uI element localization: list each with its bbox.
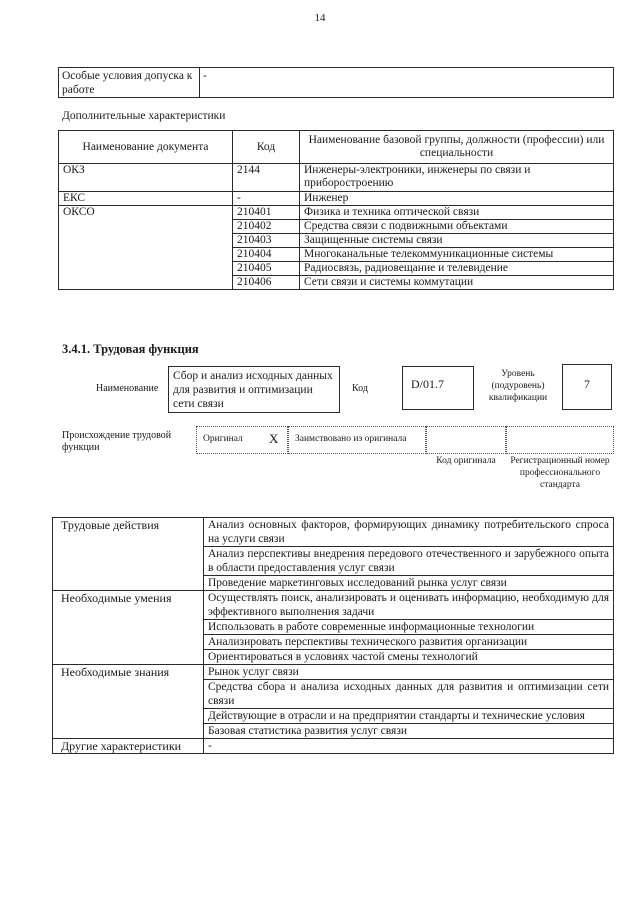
cell-group: Физика и техника оптической связи xyxy=(300,206,614,220)
list-item: - xyxy=(204,739,614,754)
cell-code: - xyxy=(233,192,300,206)
page-number: 14 xyxy=(314,12,326,24)
cell-code: 210406 xyxy=(233,276,300,290)
classification-header-row xyxy=(59,131,614,164)
list-item: Проведение маркетинговых исследований рынка услуг связи xyxy=(204,576,614,591)
code-label: Код xyxy=(352,383,368,394)
cell-code: 210405 xyxy=(233,262,300,276)
registration-number-caption: Регистрационный номер профессионального стандарта xyxy=(510,456,610,490)
function-details-table xyxy=(52,517,614,754)
special-conditions-label: Особые условия допуска к работе xyxy=(59,68,200,98)
table-row xyxy=(53,591,614,620)
function-name-box xyxy=(168,366,340,413)
level-value: 7 xyxy=(584,377,590,391)
cell-code: 210402 xyxy=(233,220,300,234)
code-value: D/01.7 xyxy=(411,377,444,391)
table-row xyxy=(53,518,614,547)
column-header-code: Код xyxy=(233,131,300,164)
cell-code: 2144 xyxy=(233,164,300,192)
table-row xyxy=(59,164,614,192)
classification-table xyxy=(58,130,614,290)
list-item: Рынок услуг связи xyxy=(204,665,614,680)
cell-group: Многоканальные телекоммуникационные системы xyxy=(300,248,614,262)
list-item: Анализ основных факторов, формирующих динамику потребительского спроса на услуги связи xyxy=(204,518,614,547)
list-item: Базовая статистика развития услуг связи xyxy=(204,724,614,739)
origin-label: Происхождение трудовой функции xyxy=(62,430,172,453)
table-row xyxy=(53,739,614,754)
section-label: Другие характеристики xyxy=(53,739,204,754)
list-item: Использовать в работе современные информационные технологии xyxy=(204,620,614,635)
additional-characteristics-title: Дополнительные характеристики xyxy=(62,110,226,122)
section-title: 3.4.1. Трудовая функция xyxy=(62,342,199,356)
cell-group: Инженеры-электроники, инженеры по связи и приборостроению xyxy=(300,164,614,192)
level-label: Уровень (подуровень) квалификации xyxy=(488,369,548,403)
cell-group: Защищенные системы связи xyxy=(300,234,614,248)
list-item: Осуществлять поиск, анализировать и оценивать информацию, необходимую для эффективного выполнения задачи xyxy=(204,591,614,620)
table-row xyxy=(53,665,614,680)
cell-document: ОКЗ xyxy=(59,164,233,192)
section-label: Необходимые знания xyxy=(53,665,204,739)
cell-code: 210404 xyxy=(233,248,300,262)
cell-group: Радиосвязь, радиовещание и телевидение xyxy=(300,262,614,276)
section-label: Трудовые действия xyxy=(53,518,204,591)
column-header-group: Наименование базовой группы, должности (профессии) или специальности xyxy=(300,131,614,164)
code-original-caption: Код оригинала xyxy=(436,456,496,466)
origin-borrowed-box xyxy=(288,426,426,454)
cell-document: ЕКС xyxy=(59,192,233,206)
list-item: Анализ перспективы внедрения передового отечественного и зарубежного опыта в области предоставления услуг связи xyxy=(204,547,614,576)
borrowed-label: Заимствовано из оригинала xyxy=(295,434,407,444)
code-box xyxy=(402,366,474,410)
cell-group: Средства связи с подвижными объектами xyxy=(300,220,614,234)
original-mark: X xyxy=(269,431,279,446)
function-name-value: Сбор и анализ исходных данных для развития и оптимизации сети связи xyxy=(173,370,333,410)
level-box xyxy=(562,364,612,410)
original-label: Оригинал xyxy=(203,434,243,444)
table-row xyxy=(59,192,614,206)
cell-document: ОКСО xyxy=(59,206,233,290)
function-name-label: Наименование xyxy=(96,383,159,394)
cell-code: 210401 xyxy=(233,206,300,220)
table-row xyxy=(59,206,614,220)
list-item: Ориентироваться в условиях частой смены технологий xyxy=(204,650,614,665)
cell-group: Сети связи и системы коммутации xyxy=(300,276,614,290)
list-item: Средства сбора и анализа исходных данных для развития и оптимизации сети связи xyxy=(204,680,614,709)
origin-original-box xyxy=(196,426,288,454)
list-item: Действующие в отрасли и на предприятии стандарты и технические условия xyxy=(204,709,614,724)
column-header-document: Наименование документа xyxy=(59,131,233,164)
origin-reg-box xyxy=(506,426,614,454)
origin-code-box xyxy=(426,426,506,454)
special-conditions-table xyxy=(58,67,614,98)
cell-code: 210403 xyxy=(233,234,300,248)
list-item: Анализировать перспективы технического развития организации xyxy=(204,635,614,650)
section-label: Необходимые умения xyxy=(53,591,204,665)
cell-group: Инженер xyxy=(300,192,614,206)
special-conditions-value: - xyxy=(200,68,614,98)
